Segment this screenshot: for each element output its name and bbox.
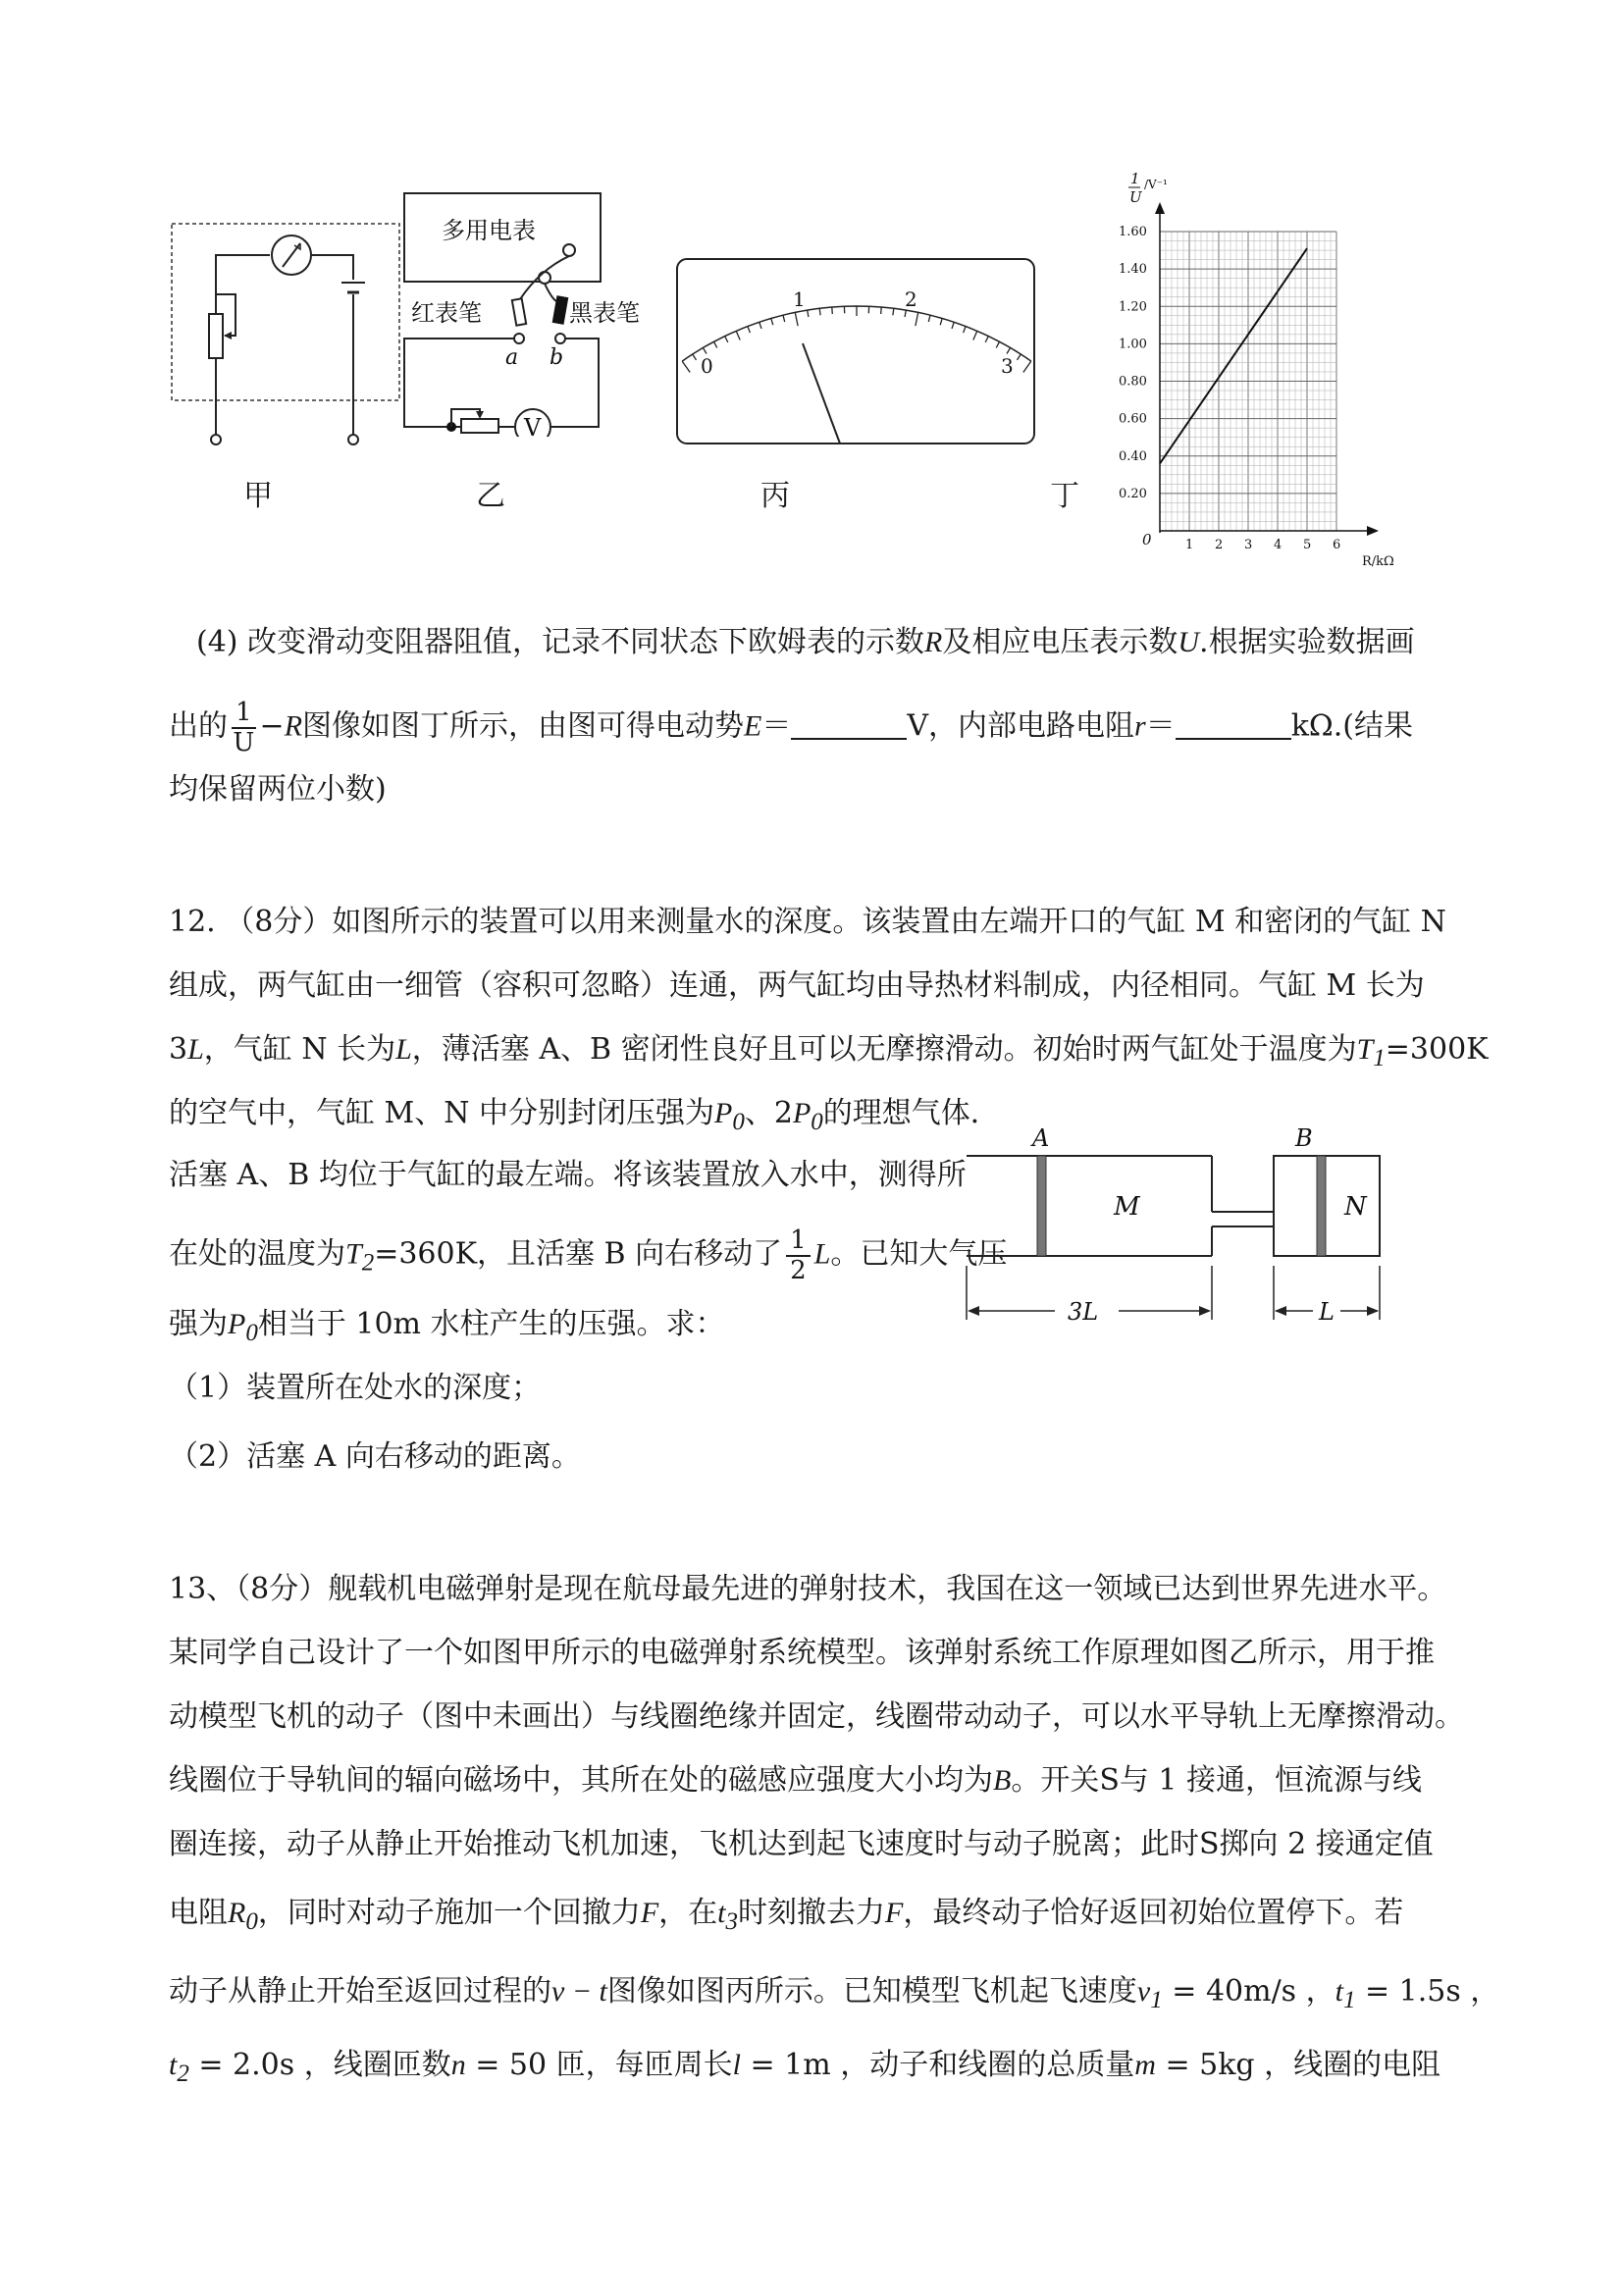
q13-line2: 某同学自己设计了一个如图甲所示的电磁弹射系统模型。该弹射系统工作原理如图乙所示，用于推 <box>169 1636 1435 1670</box>
chart-x-tick-label: 1 <box>1185 538 1194 552</box>
chart-y-tick-label: 0.20 <box>1119 486 1147 501</box>
chart-y-ticks <box>1119 225 1147 501</box>
chart-x-tick-label: 6 <box>1333 538 1341 552</box>
figure-ding-chart <box>1089 165 1413 572</box>
q13-line3: 动模型飞机的动子（图中未画出）与线圈绝缘并固定，线圈带动动子，可以水平导轨上无摩擦滑动。 <box>169 1699 1464 1734</box>
chart-origin: 0 <box>1142 531 1152 548</box>
red-probe-label: 红表笔 <box>411 299 482 327</box>
meter-tick-1: 1 <box>793 287 806 311</box>
length-L-label: L <box>1319 1298 1335 1326</box>
chart-x-tick-label: 5 <box>1303 538 1312 552</box>
q12-line7: 强为$P_0$相当于 10m 水柱产生的压强。求： <box>169 1307 725 1346</box>
chart-y-tick-label: 1.40 <box>1119 262 1147 278</box>
chart-y-tick-label: 0.60 <box>1119 411 1147 427</box>
q13-line4: 线圈位于导轨间的辐向磁场中，其所在处的磁感应强度大小均为B。开关S与 1 接通，恒流源与线 <box>169 1763 1423 1798</box>
chart-x-ticks <box>1185 538 1340 552</box>
meter-tick-0: 0 <box>701 354 713 378</box>
meter-tick-mark <box>940 319 942 326</box>
q11-part4-line1: (4) 改变滑动变阻器阻值，记录不同状态下欧姆表的示数R及相应电压表示数U.根据实验数据画 <box>196 625 1415 659</box>
meter-tick-mark <box>682 361 690 372</box>
chart-y-tick-label: 1.60 <box>1119 225 1147 239</box>
q11-part4-line3: 均保留两位小数) <box>169 772 387 807</box>
cylinder-N-label: N <box>1344 1192 1367 1222</box>
fraction-half: $\frac{1}{2}$ <box>786 1226 811 1284</box>
figure-bing-meter <box>675 257 1038 448</box>
meter-tick-mark <box>1007 347 1011 353</box>
q11-part4-line2: 出的 $\frac{1}{U}$ −R图像如图丁所示，由图可得电动势E＝ V，内部电路电阻r＝ kΩ.(结果 <box>169 698 1413 757</box>
q12-line4: 的空气中，气缸 M、N 中分别封闭压强为$P_0$、$2P_0$的理想气体． <box>169 1096 1000 1135</box>
answer-blank-resistance[interactable] <box>1176 712 1291 740</box>
piston-B-label: B <box>1295 1124 1313 1152</box>
meter-tick-mark <box>1018 354 1021 360</box>
chart-series <box>1160 248 1307 463</box>
chart-x-tick-label: 4 <box>1274 538 1283 552</box>
meter-tick-mark <box>703 347 707 353</box>
caption-ding: 丁 <box>1050 479 1079 513</box>
chart-xlabel: R/kΩ <box>1362 554 1394 569</box>
q13-line8: $t_2 = 2.0s$ ，线圈匝数n = 50 匝，每匝周长l = 1m ，动子和线圈的总质量m = 5kg ，线圈的电阻 <box>169 2048 1441 2087</box>
fraction-1-over-U: $\frac{1}{U}$ <box>233 698 255 757</box>
terminal-b: b <box>550 345 564 370</box>
chart-y-tick-label: 1.00 <box>1119 337 1147 352</box>
caption-jia: 甲 <box>243 479 273 513</box>
meter-tick-mark <box>832 307 833 314</box>
meter-scale <box>682 306 1031 373</box>
chart-ylabel-unit: /V⁻¹ <box>1144 178 1168 191</box>
chart-x-tick-label: 2 <box>1215 538 1224 552</box>
meter-tick-mark <box>714 341 717 347</box>
meter-tick-mark <box>905 310 906 317</box>
meter-tick-mark <box>808 310 809 317</box>
x-axis-arrow <box>1367 526 1379 536</box>
meter-tick-mark <box>996 341 999 347</box>
meter-tick-mark <box>952 322 954 329</box>
meter-tick-mark <box>748 327 751 334</box>
q13-line7: 动子从静止开始至返回过程的v − t图像如图丙所示。已知模型飞机起飞速度$v_1 = 40m/s$ ，$t_1 = 1.5s$ ， <box>169 1974 1500 2013</box>
q12-line6: 在处的温度为$T_2=360K$，且活塞 B 向右移动了 $\frac{1}{2}$ L。已知大气压 <box>169 1226 1008 1285</box>
voltmeter-label: V <box>524 414 542 437</box>
chart-ylabel-den: U <box>1129 188 1142 206</box>
q12-line1: 12. （8分）如图所示的装置可以用来测量水的深度。该装置由左端开口的气缸 M 和密闭的气缸 N <box>169 905 1446 939</box>
meter-tick-mark <box>725 337 728 342</box>
figure-cylinders <box>962 1119 1393 1334</box>
meter-tick-mark <box>759 322 761 329</box>
chart-x-tick-label: 3 <box>1244 538 1253 552</box>
chart-y-tick-label: 0.80 <box>1119 374 1147 390</box>
meter-tick-mark <box>985 337 988 342</box>
meter-tick-mark <box>1023 361 1031 372</box>
chart-y-tick-label: 1.20 <box>1119 299 1147 315</box>
q13-line6: 电阻$R_0$，同时对动子施加一个回撤力F，在$t_3$时刻撤去力F，最终动子恰好返回初始位置停下。若 <box>169 1896 1404 1935</box>
length-3L-label: 3L <box>1068 1298 1099 1326</box>
figure-jia <box>167 216 412 451</box>
cylinder-M-label: M <box>1114 1192 1140 1222</box>
chart-grid <box>1155 202 1379 536</box>
meter-tick-mark <box>928 315 930 322</box>
q12-line5: 活塞 A、B 均位于气缸的最左端。将该装置放入水中，测得所 <box>169 1158 967 1192</box>
meter-tick-2: 2 <box>905 287 917 311</box>
q12-sub1: （1）装置所在处水的深度； <box>169 1371 542 1405</box>
caption-bing: 丙 <box>760 479 790 513</box>
black-probe-label: 黑表笔 <box>569 299 640 327</box>
meter-tick-mark <box>783 315 785 322</box>
terminal-a: a <box>505 345 519 370</box>
meter-tick-mark <box>795 312 798 326</box>
q12-line3: 3L，气缸 N 长为L，薄活塞 A、B 密闭性良好且可以无摩擦滑动。初始时两气缸处于温度为$T_1=300K$ <box>169 1032 1489 1071</box>
chart-ylabel-num: 1 <box>1130 170 1140 187</box>
q13-line5: 圈连接，动子从静止开始推动飞机加速，飞机达到起飞速度时与动子脱离；此时S掷向 2 接通定值 <box>169 1827 1434 1861</box>
meter-tick-mark <box>893 308 894 315</box>
meter-tick-mark <box>916 312 918 326</box>
caption-yi: 乙 <box>476 479 505 513</box>
meter-tick-mark <box>693 354 697 360</box>
figure-yi <box>397 191 657 437</box>
meter-tick-mark <box>771 319 773 326</box>
q13-line1: 13、（8分）舰载机电磁弹射是现在航母最先进的弹射技术，我国在这一领域已达到世界先进水平。 <box>169 1572 1447 1606</box>
q12-line2: 组成，两气缸由一细管（容积可忽略）连通，两气缸均由导热材料制成，内径相同。气缸 M 长为 <box>169 968 1425 1003</box>
meter-tick-mark <box>819 308 820 315</box>
piston-A-label: A <box>1032 1124 1050 1152</box>
multimeter-label: 多用电表 <box>442 217 536 244</box>
y-axis-arrow <box>1155 202 1165 214</box>
meter-tick-3: 3 <box>1001 354 1014 378</box>
meter-tick-mark <box>973 331 977 339</box>
chart-series-line <box>1160 248 1307 463</box>
meter-tick-mark <box>881 307 882 314</box>
answer-blank-emf[interactable] <box>791 712 907 740</box>
chart-y-tick-label: 0.40 <box>1119 448 1147 464</box>
meter-tick-mark <box>964 327 967 334</box>
q12-sub2: （2）活塞 A 向右移动的距离。 <box>169 1439 581 1474</box>
meter-tick-mark <box>736 331 740 339</box>
